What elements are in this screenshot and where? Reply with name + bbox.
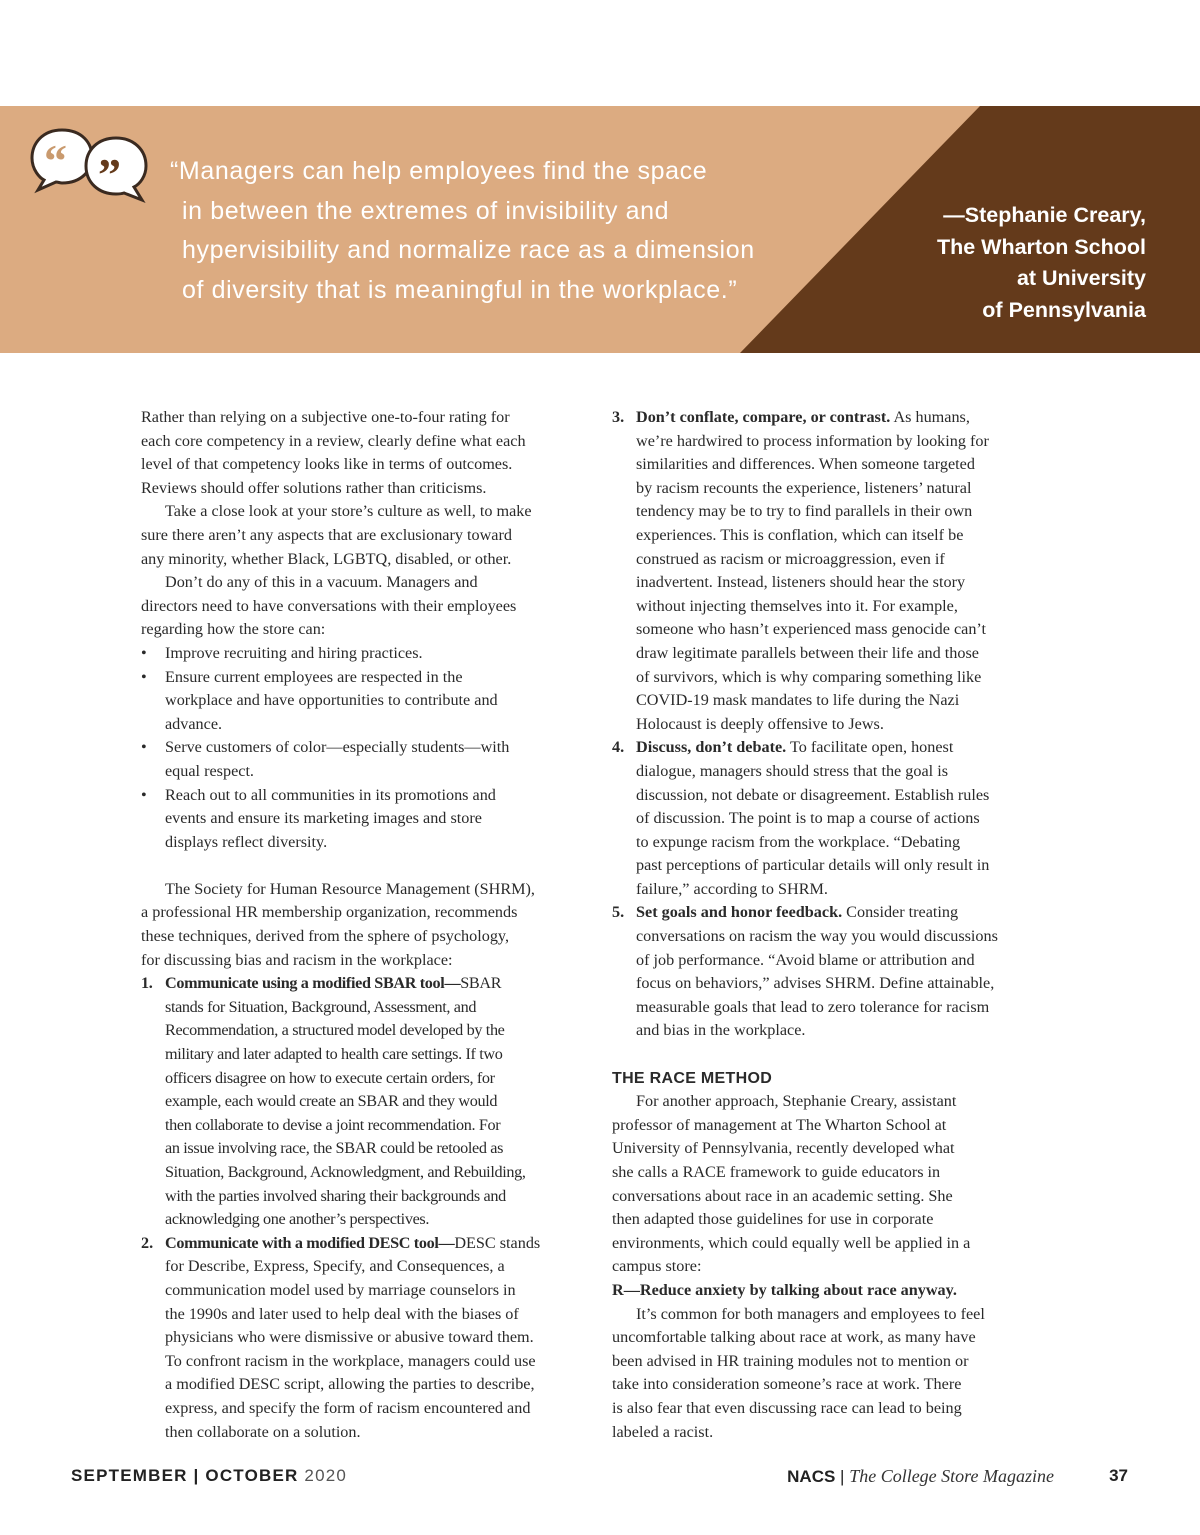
text-line: a modified DESC script, allowing the parties to describe,: [165, 1375, 535, 1394]
text-line: discussion, not debate or disagreement. Establish rules: [636, 785, 990, 804]
text-line: similarities and differences. When someone targeted: [636, 455, 975, 474]
text-line: of survivors, which is why comparing something like: [636, 667, 982, 686]
text-line: then collaborate on a solution.: [165, 1422, 361, 1441]
text-line: officers disagree on how to execute certain orders, for: [165, 1068, 495, 1087]
text-line: experiences. This is conflation, which can itself be: [636, 525, 964, 544]
svg-text:”: ”: [98, 149, 121, 200]
text-line: example, each would create an SBAR and they would: [165, 1092, 498, 1111]
text-line: take into consideration someone’s race at work. There: [612, 1375, 962, 1394]
item-text: SBAR: [460, 974, 502, 993]
item-heading: Communicate with a modified DESC tool—: [165, 1233, 455, 1252]
text-line: University of Pennsylvania, recently developed what: [612, 1139, 955, 1158]
paragraph-vacuum: [141, 571, 591, 642]
text-line: an issue involving race, the SBAR could be retooled as: [165, 1139, 504, 1158]
item-number: 5.: [612, 903, 625, 922]
pull-quote-line: of diversity that is meaningful in the workplace.”: [182, 275, 738, 304]
pull-quote-line: hypervisibility and normalize race as a dimension: [182, 236, 755, 264]
numbered-item-discuss: [612, 736, 1062, 901]
item-number: 4.: [612, 738, 625, 757]
text-line: For another approach, Stephanie Creary, assistant: [636, 1092, 957, 1111]
item-text: As humans,: [890, 408, 970, 426]
text-line: tendency may be to try to find parallels in their own: [636, 502, 973, 521]
text-line: conversations on racism the way you would discussions: [636, 927, 998, 946]
publisher-separator: |: [835, 1467, 850, 1486]
text-line: and bias in the workplace.: [636, 1021, 806, 1040]
text-line: events and ensure its marketing images and store: [165, 809, 482, 828]
text-line: [165, 972, 591, 996]
left-column: [141, 406, 591, 1444]
text-line: The Society for Human Resource Management (SHRM),: [165, 879, 535, 898]
quote-banner: [0, 106, 1200, 353]
text-line: for Describe, Express, Specify, and Consequences, a: [165, 1257, 505, 1276]
text-line: then collaborate to devise a joint recommendation. For: [165, 1115, 501, 1134]
text-line: for discussing bias and racism in the workplace:: [141, 950, 453, 969]
publication-name: [787, 1466, 1054, 1487]
right-column: [612, 406, 1062, 1444]
text-line: failure,” according to SHRM.: [636, 879, 828, 898]
text-line: [636, 406, 1062, 430]
bullet-mark: •: [141, 738, 147, 757]
text-line: each core competency in a review, clearly define what each: [141, 431, 526, 450]
text-line: acknowledging one another’s perspectives.: [165, 1210, 430, 1229]
bullet-item: [141, 666, 591, 737]
text-line: of job performance. “Avoid blame or attribution and: [636, 950, 975, 969]
text-line: focus on behaviors,” advises SHRM. Define attainable,: [636, 974, 995, 993]
subheading-text: R—Reduce anxiety by talking about race anyway.: [612, 1280, 957, 1299]
text-line: inadvertent. Instead, listeners should hear the story: [636, 573, 966, 592]
item-number: 2.: [141, 1233, 154, 1252]
item-number: 1.: [141, 974, 153, 993]
text-line: displays reflect diversity.: [165, 832, 328, 851]
text-line: [636, 901, 1062, 925]
issue-month-2: OCTOBER: [205, 1466, 299, 1485]
text-line: the 1990s and later used to help deal with the biases of: [165, 1304, 519, 1323]
text-line: [636, 736, 1062, 760]
text-line: communication model used by marriage counselors in: [165, 1280, 516, 1299]
text-line: Holocaust is deeply offensive to Jews.: [636, 714, 884, 733]
svg-text:“: “: [44, 135, 67, 186]
text-line: to expunge racism from the workplace. “Debating: [636, 832, 961, 851]
text-line: advance.: [165, 714, 223, 733]
text-line: by racism recounts the experience, listeners’ natural: [636, 478, 972, 497]
text-line: these techniques, derived from the sphere of psychology,: [141, 927, 510, 946]
text-line: is also fear that even discussing race can lead to being: [612, 1398, 962, 1417]
text-line: uncomfortable talking about race at work, as many have: [612, 1328, 976, 1347]
text-line: environments, which could equally well be applied in a: [612, 1233, 971, 1252]
attribution-line: of Pennsylvania: [982, 297, 1146, 322]
text-line: any minority, whether Black, LGBTQ, disabled, or other.: [141, 549, 512, 568]
attribution-line: The Wharton School: [936, 234, 1146, 259]
quote-bubbles-icon: [28, 124, 153, 204]
item-number: 3.: [612, 408, 625, 426]
issue-separator: |: [187, 1466, 206, 1485]
text-line: level of that competency looks like in terms of outcomes.: [141, 455, 513, 474]
text-line: labeled a racist.: [612, 1422, 714, 1441]
page-number: 37: [1109, 1466, 1128, 1485]
magazine-title: The College Store Magazine: [849, 1466, 1054, 1486]
text-line: Situation, Background, Acknowledgment, and Rebuilding,: [165, 1163, 526, 1181]
section-heading: THE RACE METHOD: [612, 1069, 773, 1087]
text-line: express, and specify the form of racism encountered and: [165, 1398, 531, 1417]
bullet-item: [141, 642, 591, 666]
pull-quote: [170, 152, 780, 310]
text-line: Reach out to all communities in its promotions and: [165, 785, 496, 804]
issue-date: [71, 1466, 347, 1486]
bullet-list: [141, 642, 591, 854]
text-line: military and later adapted to health care settings. If two: [165, 1045, 503, 1064]
quote-attribution: [937, 200, 1146, 326]
text-line: Don’t do any of this in a vacuum. Managers and: [165, 573, 478, 592]
text-line: conversations about race in an academic setting. She: [612, 1186, 953, 1205]
publisher: NACS: [787, 1467, 836, 1486]
bullet-item: [141, 784, 591, 855]
text-line: Ensure current employees are respected in the: [165, 667, 463, 686]
text-line: campus store:: [612, 1257, 702, 1276]
text-line: of discussion. The point is to map a course of actions: [636, 809, 980, 828]
text-line: stands for Situation, Background, Assessment, and: [165, 997, 477, 1016]
text-line: past perceptions of particular details will only result in: [636, 856, 990, 875]
text-line: regarding how the store can:: [141, 620, 326, 639]
bullet-mark: •: [141, 643, 147, 662]
text-line: dialogue, managers should stress that the goal is: [636, 761, 948, 780]
page-footer: [0, 1466, 1200, 1490]
paragraph-race-intro: [612, 1090, 1062, 1279]
paragraph-gap: [612, 1043, 1062, 1067]
paragraph-anxiety: [612, 1303, 1062, 1445]
text-line: draw legitimate parallels between their life and those: [636, 643, 979, 662]
text-line: with the parties involved sharing their backgrounds and: [165, 1186, 506, 1205]
text-line: been advised in HR training modules not to mention or: [612, 1351, 969, 1370]
subheading-r: [612, 1279, 1062, 1303]
text-line: Serve customers of color—especially students—with: [165, 738, 510, 757]
text-line: equal respect.: [165, 761, 254, 780]
text-line: sure there aren’t any aspects that are exclusionary toward: [141, 525, 512, 544]
text-line: Recommendation, a structured model developed by the: [165, 1021, 505, 1040]
item-heading: Set goals and honor feedback.: [636, 903, 843, 922]
paragraph-ratings: [141, 406, 591, 500]
text-line: professor of management at The Wharton School at: [612, 1115, 947, 1134]
bullet-item: [141, 736, 591, 783]
item-heading: Don’t conflate, compare, or contrast.: [636, 408, 891, 426]
bullet-mark: •: [141, 667, 147, 686]
text-line: she calls a RACE framework to guide educators in: [612, 1163, 941, 1181]
text-line: construed as racism or microaggression, even if: [636, 549, 945, 568]
item-heading: Discuss, don’t debate.: [636, 738, 787, 757]
item-text: DESC stands: [454, 1233, 541, 1252]
open-quote-bubble-icon: [32, 130, 92, 190]
text-line: [165, 1232, 591, 1256]
text-line: Rather than relying on a subjective one-to-four rating for: [141, 408, 510, 426]
numbered-item-goals: [612, 901, 1062, 1043]
text-line: It’s common for both managers and employees to feel: [636, 1304, 985, 1323]
numbered-item-sbar: [141, 972, 591, 1232]
issue-month: SEPTEMBER: [71, 1466, 188, 1485]
paragraph-shrm: [141, 878, 591, 972]
bullet-mark: •: [141, 785, 147, 804]
text-line: then adapted those guidelines for use in corporate: [612, 1210, 934, 1229]
pull-quote-line: in between the extremes of invisibility and: [182, 196, 670, 225]
numbered-item-desc: [141, 1232, 591, 1444]
text-line: physicians who were dismissive or abusive toward them.: [165, 1328, 534, 1347]
text-line: a professional HR membership organization, recommends: [141, 903, 518, 922]
text-line: directors need to have conversations with their employees: [141, 596, 517, 615]
item-text: Consider treating: [842, 903, 959, 922]
text-line: someone who hasn’t experienced mass genocide can’t: [636, 620, 987, 639]
text-line: To confront racism in the workplace, managers could use: [165, 1351, 536, 1370]
text-line: Reviews should offer solutions rather than criticisms.: [141, 478, 487, 497]
text-line: COVID-19 mask mandates to life during the Nazi: [636, 691, 960, 710]
attribution-line: at University: [1016, 266, 1146, 290]
text-line: measurable goals that lead to zero tolerance for racism: [636, 997, 990, 1016]
item-heading: Communicate using a modified SBAR tool—: [165, 974, 461, 993]
pull-quote-line: “Managers can help employees find the space: [170, 157, 708, 185]
text-line: we’re hardwired to process information by looking for: [636, 431, 989, 450]
item-text: To facilitate open, honest: [786, 738, 954, 757]
close-quote-bubble-icon: [86, 138, 146, 200]
text-line: Improve recruiting and hiring practices.: [165, 643, 423, 662]
paragraph-gap: [141, 854, 591, 878]
numbered-item-conflate: [612, 406, 1062, 736]
text-line: workplace and have opportunities to contribute and: [165, 691, 498, 710]
text-line: without injecting themselves into it. For example,: [636, 596, 958, 615]
issue-year: 2020: [298, 1466, 348, 1485]
paragraph-culture: [141, 500, 591, 571]
attribution-line: —Stephanie Creary,: [943, 203, 1146, 227]
text-line: Take a close look at your store’s culture as well, to make: [165, 502, 532, 521]
